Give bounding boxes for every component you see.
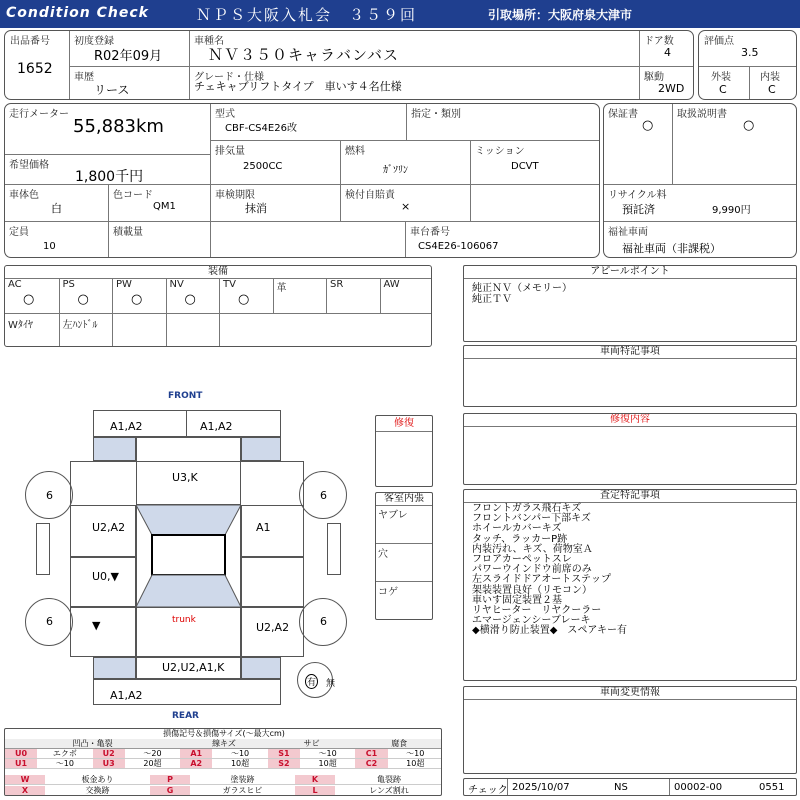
legend-cell: ～10 [388, 749, 442, 759]
legend-cell: K [295, 775, 335, 785]
inspection-note-line: 車いす固定装置２基 [472, 594, 562, 606]
inspection-note-line: エマージェンシーブレーキ [472, 615, 591, 627]
grade: チェキャブリフトタイプ 車いす４名仕様 [194, 80, 402, 93]
front-divider [186, 410, 187, 437]
grade-label: グレード・仕様 [194, 72, 264, 83]
equipment-label: AW [383, 279, 400, 290]
check-code-1: 00002-00 [674, 782, 723, 793]
appeal-line-1: 純正ＮＶ（メモリー） [472, 283, 572, 294]
appeal-line-2: 純正ＴＶ [472, 294, 512, 305]
interior-box [375, 492, 433, 620]
fuel-label: 燃料 [345, 146, 365, 157]
inspection-note-line: 内装汚れ、キズ、荷物室Ａ [472, 543, 593, 555]
left-mirror [36, 523, 50, 575]
legend-cell: G [150, 786, 190, 796]
first-registration: R02年09月 [94, 49, 163, 64]
ext-label: 外装 [711, 72, 731, 83]
legend-cell: 10超 [388, 759, 442, 769]
special-title: 車両特記事項 [464, 346, 796, 359]
check-label: チェック [468, 785, 508, 796]
left-quarter [70, 607, 136, 657]
inspection-expiry: 抹消 [245, 202, 267, 215]
check-date: 2025/10/07 [512, 782, 570, 793]
equipment-mark: ○ [23, 292, 35, 307]
tire-fl-value: 6 [46, 489, 53, 502]
interior-title: 客室内張 [376, 493, 432, 506]
legend-cell: W [5, 775, 45, 785]
legend-cell: ～10 [300, 749, 355, 759]
equipment-label: 革 [276, 283, 287, 294]
equipment-label: AC [8, 279, 22, 290]
equipment-cell [5, 278, 59, 313]
change-info-box [463, 686, 797, 774]
equipment-label: PS [62, 279, 75, 290]
legend-cell: ガラスヒビ [190, 786, 295, 796]
legend-cell: C2 [355, 759, 387, 769]
warranty-label: 保証書 [608, 109, 638, 120]
mark-front-right: A1,A2 [200, 420, 233, 433]
car-history: リース [94, 83, 130, 97]
inspector: NS [614, 782, 628, 793]
interior-item-burn: コゲ [378, 587, 398, 598]
header-bar [0, 0, 800, 28]
mark-right-quarter: U2,A2 [256, 621, 290, 634]
history-label: 車歴 [74, 72, 94, 83]
legend-header: サビ [268, 739, 356, 749]
spec-right-box [603, 103, 797, 258]
mark-left-door: U2,A2 [92, 521, 126, 534]
change-info-title: 車両変更情報 [464, 687, 796, 700]
recycle-status: 預託済 [622, 203, 655, 216]
legend-cell: レンズ割れ [335, 786, 442, 796]
int-grade: C [768, 83, 776, 96]
mark-left-quarter: ▼ [92, 619, 101, 632]
color-label: 車体色 [9, 190, 39, 201]
legend-header: 線キズ [180, 739, 268, 749]
inspection-note-line: フロントガラス飛石キズ [472, 503, 582, 514]
odo-label: 走行メーター [9, 109, 69, 120]
rear-label: REAR [172, 711, 199, 721]
legend-cell: U1 [5, 759, 37, 769]
equipment-cell [219, 314, 273, 347]
equipment-cell [112, 314, 166, 347]
lot-number: 1652 [17, 61, 53, 77]
score-box [698, 30, 797, 100]
model-label: 型式 [215, 109, 235, 120]
legend-cell: S1 [268, 749, 300, 759]
equipment-mark: ○ [131, 292, 143, 307]
equipment-label: NV [169, 279, 184, 290]
legend-cell: A1 [180, 749, 212, 759]
legend-cell: U0 [5, 749, 37, 759]
recycle-label: リサイクル料 [608, 190, 667, 201]
mark-right-door: A1 [256, 521, 271, 534]
panel-front-left [93, 437, 136, 461]
equipment-box [4, 265, 432, 347]
header-title: Condition Check [6, 5, 149, 21]
displacement: 2500CC [243, 161, 283, 172]
mark-roof: U3,K [172, 471, 198, 484]
legend-cell: C1 [355, 749, 387, 759]
recycle-fee: 9,990円 [712, 205, 751, 216]
repair-content-box [463, 413, 797, 485]
legend-cell: X [5, 786, 45, 796]
basic-info-box [4, 30, 694, 100]
warranty: ○ [642, 118, 654, 133]
legend-cell: ～10 [37, 759, 92, 769]
legend-cell: 亀裂跡 [335, 775, 442, 785]
mark-front-left: A1,A2 [110, 420, 143, 433]
manual: ○ [743, 118, 755, 133]
panel-rear-right [241, 657, 281, 679]
legend-cell: 10超 [300, 759, 355, 769]
legend-cell: A2 [180, 759, 212, 769]
inspection-note-line: 左スライドドアオートステップ [472, 574, 611, 586]
panel-front-right [241, 437, 281, 461]
check-code-2: 0551 [759, 782, 785, 793]
equipment-cell [5, 314, 59, 347]
inspection-note-line: タッチ、ラッカーP跡 [472, 533, 568, 545]
legend-cell: U2 [93, 749, 125, 759]
equipment-label: TV [223, 279, 236, 290]
reg-label: 初度登録 [74, 36, 114, 47]
mark-rear: U2,U2,A1,K [162, 661, 225, 674]
legend-title: 損傷記号＆損傷サイズ(～最大cm) [163, 729, 285, 738]
equipment-label: PW [116, 279, 132, 290]
damage-legend [4, 728, 442, 796]
mission-label: ミッション [475, 146, 525, 157]
fuel: ｶﾞｿﾘﾝ [383, 165, 408, 176]
equipment-mark: ○ [184, 292, 196, 307]
load-label: 積載量 [113, 227, 143, 238]
colorcode-label: 色コード [113, 190, 153, 201]
equipment-cell [326, 278, 380, 313]
mark-rear-bumper: A1,A2 [110, 689, 143, 702]
drive: 2WD [658, 82, 685, 95]
equipment-label: SR [330, 279, 344, 290]
equipment-cell [112, 278, 166, 313]
model-code: CBF-CS4E26改 [225, 123, 297, 134]
desired-price: 1,800千円 [75, 169, 144, 185]
chassis-number: CS4E26-106067 [418, 241, 499, 252]
inspection-note-line: フロアカーペットスレ [472, 554, 572, 566]
ext-grade: C [719, 83, 727, 96]
inspection-notes-title: 査定特記事項 [464, 490, 796, 503]
manual-label: 取扱説明書 [677, 109, 727, 120]
equipment-title: 装備 [5, 266, 431, 279]
name-label: 車種名 [194, 36, 224, 47]
drive-label: 駆動 [644, 72, 664, 83]
car-name: ＮＶ３５０キャラバンバス [208, 46, 399, 64]
inspection-note-line: ホイールカバーキズ [472, 523, 562, 535]
legend-header: 腐食 [355, 739, 442, 749]
trunk-label: trunk [172, 615, 196, 625]
tire-rl-value: 6 [46, 615, 53, 628]
chassis-label: 車台番号 [410, 227, 450, 238]
body-color: 白 [51, 202, 62, 215]
capacity: 10 [43, 241, 56, 252]
legend-cell: 塗装跡 [190, 775, 295, 785]
doors-label: ドア数 [644, 36, 674, 47]
equipment-cell [273, 278, 327, 313]
welfare-status: 福祉車両（非課税） [622, 242, 721, 255]
liability-label: 検付自賠責 [345, 190, 395, 201]
equipment-label: 左ﾊﾝﾄﾞﾙ [62, 320, 98, 331]
equipment-cell [380, 278, 433, 313]
event-name: ＮＰＳ大阪入札会 ３５９回 [196, 6, 418, 24]
legend-cell: P [150, 775, 190, 785]
inspection-note-line: パワーウインドウ前席のみ [472, 564, 592, 576]
inspection-label: 車検期限 [215, 190, 255, 201]
equipment-cell [59, 314, 113, 347]
panel-rear-left [93, 657, 136, 679]
tire-rr-value: 6 [320, 615, 327, 628]
legend-cell: 交換跡 [45, 786, 150, 796]
price-label: 希望価格 [9, 160, 49, 171]
right-door-rear [241, 557, 304, 607]
legend-cell: 20超 [125, 759, 180, 769]
tire-fr-value: 6 [320, 489, 327, 502]
pickup-location: 引取場所：大阪府泉大津市 [488, 8, 633, 22]
transmission: DCVT [511, 161, 539, 172]
score-label: 評価点 [704, 36, 734, 47]
inspection-note-line: 架装装置良好（リモコン） [472, 584, 592, 596]
legend-cell: 板金あり [45, 775, 150, 785]
front-label: FRONT [168, 391, 203, 401]
equipment-mark: ○ [77, 292, 89, 307]
spare-none: 無 [326, 679, 336, 689]
inspection-note-line: ◆横滑り防止装置◆ スペアキー有 [472, 625, 627, 637]
welfare-label: 福祉車両 [608, 227, 648, 238]
lot-label: 出品番号 [10, 36, 50, 47]
legend-cell: ～20 [125, 749, 180, 759]
check-bar [463, 778, 797, 796]
equipment-cell [59, 278, 113, 313]
legend-cell: L [295, 786, 335, 796]
damage-diagram [0, 385, 375, 725]
odometer: 55,883km [73, 116, 164, 137]
spec-box [4, 103, 600, 258]
equipment-mark: ○ [238, 292, 250, 307]
repair-box [375, 415, 433, 487]
liability: × [401, 200, 411, 213]
legend-cell: S2 [268, 759, 300, 769]
inspection-note-line: フロントバンパー下部キズ [472, 513, 591, 525]
cc-label: 排気量 [215, 146, 245, 157]
legend-cell: U3 [93, 759, 125, 769]
right-door-front [241, 505, 304, 557]
cabin-glass [136, 505, 241, 607]
int-label: 内装 [760, 72, 780, 83]
special-box [463, 345, 797, 407]
repair-title: 修復 [376, 416, 432, 432]
repair-content-title: 修復内容 [464, 414, 796, 427]
designation-label: 指定・類別 [411, 109, 461, 120]
mark-left-body: U0,▼ [92, 570, 120, 583]
legend-cell: ～10 [212, 749, 267, 759]
capacity-label: 定員 [9, 227, 29, 238]
equipment-cell [166, 278, 220, 313]
door-count: 4 [664, 46, 671, 59]
legend-cell: エクボ [37, 749, 92, 759]
equipment-cell [166, 314, 220, 347]
inspection-note-line: リヤヒーター リヤクーラー [472, 605, 602, 617]
equipment-cell [219, 278, 273, 313]
score: 3.5 [741, 46, 759, 59]
right-mirror [327, 523, 341, 575]
legend-header: 凹凸・亀裂 [5, 739, 180, 749]
spare-present: 有 [305, 674, 318, 689]
interior-item-tear: ヤブレ [378, 510, 408, 521]
inspection-notes-box [463, 489, 797, 681]
interior-item-hole: 穴 [378, 549, 388, 560]
color-code: QM1 [153, 201, 176, 212]
appeal-box [463, 265, 797, 342]
legend-cell: 10超 [212, 759, 267, 769]
equipment-label: Wﾀｲﾔ [8, 320, 33, 331]
appeal-title: アピールポイント [464, 266, 796, 279]
